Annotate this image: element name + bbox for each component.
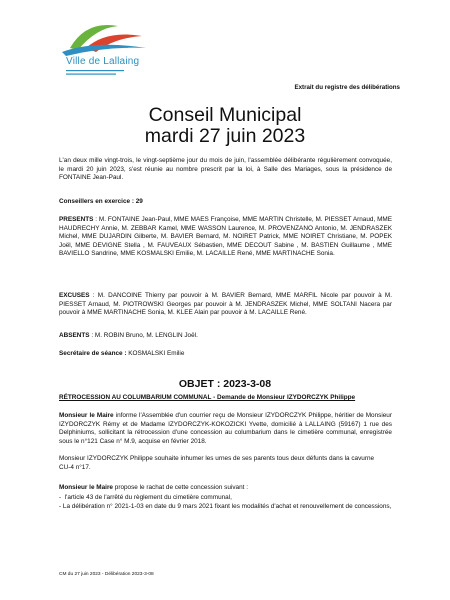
- intro-paragraph: [59, 157, 392, 183]
- conseillers-count: Conseillers en exercice : 29: [59, 198, 143, 205]
- list-item: - La délibération n° 2021-1-03 en date du 9 mars 2021 fixant les modalités d'achat et renouvellement de concessions,: [59, 502, 392, 510]
- logo-text: Ville de Lallaing: [66, 56, 140, 67]
- logo-subtitle-lines-icon: [66, 69, 126, 77]
- maire-paragraph-2: [59, 484, 392, 493]
- excuses-text: : M. DANCOINE Thierry par pouvoir à M. BAVIER Bernard, MME MARFIL Nicole par pouvoir à M. PIESSET Arnaud, M. PIOTROWSKI Georges par pouvoir à M. JENDRASZEK Michel, MME SOLTANI Nacera par pouvoir à MME MARTINACHE Sonia, M. KLEE Alain par pouvoir à M. LACAILLE René.: [59, 292, 392, 316]
- secretaire-text: KOSMALSKI Emilie: [126, 350, 185, 357]
- maire-text-1: informe l'Assemblée d'un courrier reçu de Monsieur IZYDORCZYK Philippe, héritier de Monsieur IZYDORCZYK Rémy et de Madame IZYDORCZYK-KOKOZICKI Yvette, domicilié à LALLAING (59167) 1 rue des Delphiniums, sollicitant la rétrocession d'une concession au columbarium dans le cimetière communal, enregistrée sous le n°121 Case n° M.9, acquise en février 2018.: [59, 412, 392, 445]
- logo-emblem-icon: [56, 18, 151, 58]
- meeting-date: mardi 27 juin 2023: [144, 125, 306, 147]
- presents-label: PRESENTS: [59, 216, 94, 223]
- excuses-paragraph: [59, 292, 392, 318]
- presents-paragraph: [59, 216, 392, 259]
- secretaire-label: Secrétaire de séance :: [59, 350, 127, 357]
- maire-label-1: Monsieur le Maire: [59, 412, 114, 419]
- list-item: - l'article 43 de l'arrêté du règlement du cimetière communal,: [59, 494, 232, 501]
- maire-label-2: Monsieur le Maire: [59, 484, 113, 491]
- subject-line: RÉTROCESSION AU COLUMBARIUM COMMUNAL - Demande de Monsieur IZYDORCZYK Philippe: [59, 394, 356, 401]
- intro-text: L'an deux mille vingt-trois, le vingt-septième jour du mois de juin, l'assemblée délibérante régulièrement convoquée, le mardi 20 juin 2023, s'est réunie au nombre prescrit par la loi, à Salle des Mariages, sous la présidence de FONTAINE Jean-Paul.: [59, 157, 392, 181]
- izydorczyk-text-2: CU-4 n°17.: [59, 463, 91, 471]
- conditions-list: [59, 494, 392, 511]
- logo-subtitle: [66, 69, 156, 77]
- izydorczyk-text: Monsieur IZYDORCZYK Philippe souhaite inhumer les urnes de ses parents tous deux défunts dans la cavurne: [59, 455, 375, 462]
- maire-paragraph-1: [59, 412, 392, 446]
- ville-logo: [56, 18, 151, 98]
- page-footer: CM du 27 juin 2023 - Délibération 2023-3-08: [59, 572, 154, 577]
- maire-text-2: propose le rachat de cette concession suivant :: [112, 484, 248, 491]
- izydorczyk-paragraph: [59, 455, 392, 472]
- page-title: Conseil Municipal: [148, 104, 302, 126]
- absents-text: : M. ROBIN Bruno, M. LENGLIN Joël.: [89, 332, 198, 339]
- objet-heading: OBJET : 2023-3-08: [178, 378, 272, 390]
- absents-paragraph: [59, 332, 392, 341]
- excuses-label: EXCUSES: [59, 292, 90, 299]
- secretaire-paragraph: [59, 350, 392, 359]
- registry-extract-label: Extrait du registre des délibérations: [294, 84, 400, 91]
- presents-text: : M. FONTAINE Jean-Paul, MME MAES Françoise, MME MARTIN Christelle, M. PIESSET Arnaud, MME HAUDRECHY Annie, M. ZEBBAR Kamel, MME WASSON Laurence, M. PROVENZANO Antonio, M. JENDRASZEK Michel, MME DUJARDIN Gilberte, M. BAVIER Bernard, M. NOIRET Patrick, MME NOIRET Christiane, M. POPEK Joël, MME DEVIGNE Stella , M. FAUVEAUX Sébastien, MME DECOUT Sabine , M. BASTIEN Guillaume , MME BAVIELLO Sandrine, MME KOSMALSKI Emilie, M. LACAILLE René, MME MARTINACHE Sonia.: [59, 216, 392, 257]
- absents-label: ABSENTS: [59, 332, 90, 339]
